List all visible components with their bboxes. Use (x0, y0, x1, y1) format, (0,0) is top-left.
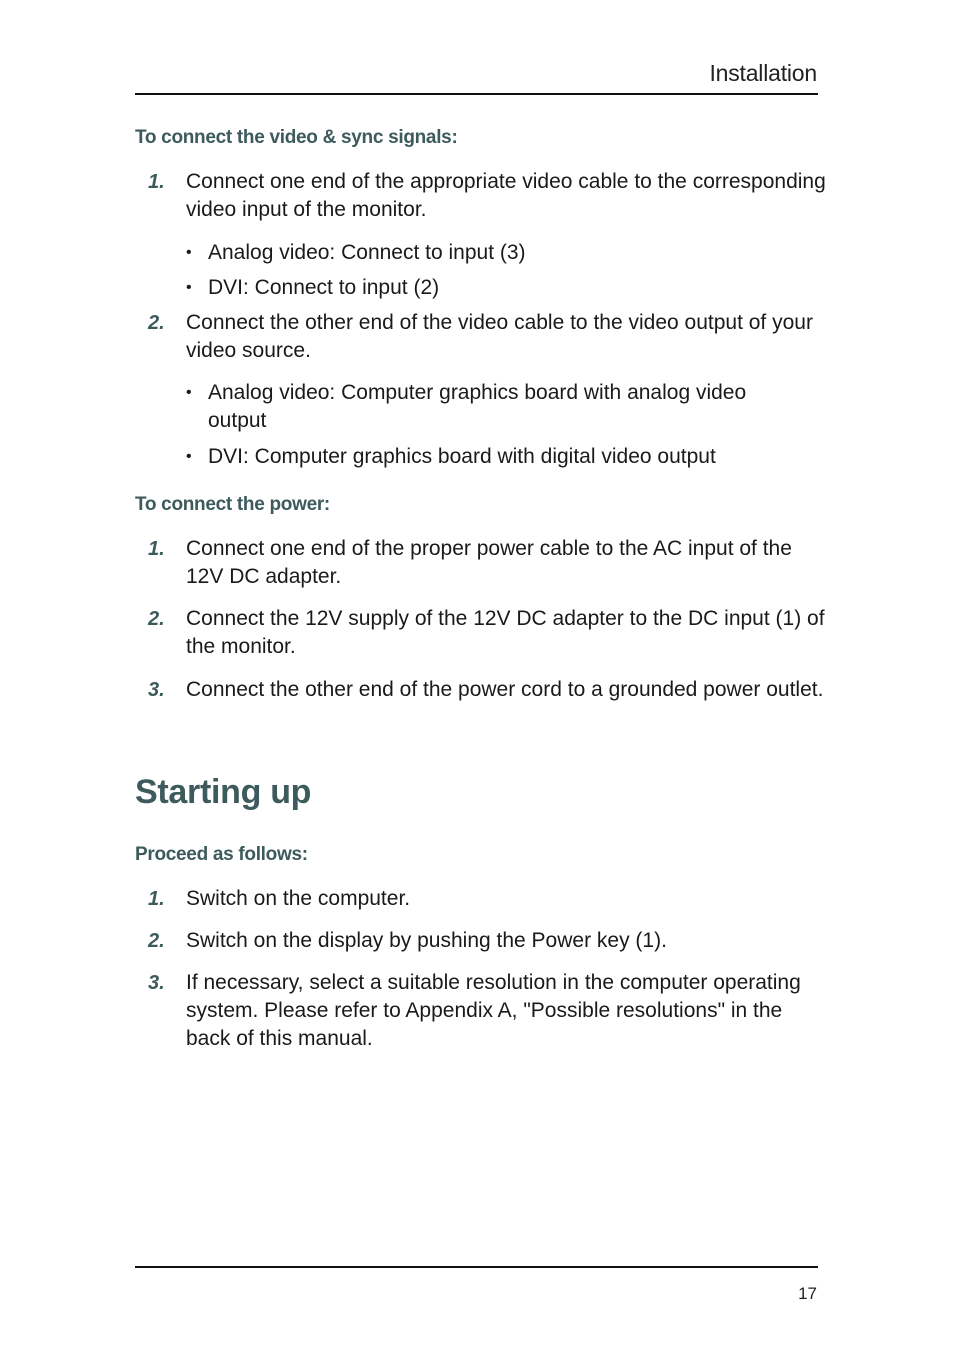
bullet-icon: • (186, 384, 192, 401)
video-section-heading: To connect the video & sync signals: (135, 127, 458, 148)
step-text: If necessary, select a suitable resolution in the computer operating system. Please refer to Appendix A, "Possible resolutions" in the back of this manual. (186, 971, 801, 1050)
power-section-heading: To connect the power: (135, 494, 330, 515)
step-number: 1. (148, 538, 165, 560)
bullet-icon: • (186, 448, 192, 465)
step-number: 2. (148, 930, 165, 952)
step-text: Connect the 12V supply of the 12V DC adapter to the DC input (1) of the monitor. (186, 607, 825, 658)
bullet-text: DVI: Connect to input (2) (208, 276, 440, 299)
bullet-text: DVI: Computer graphics board with digital video output (208, 445, 716, 468)
step-text: Connect one end of the appropriate video cable to the corresponding video input of the monitor. (186, 170, 826, 221)
running-header-title: Installation (709, 60, 817, 86)
header-rule (135, 93, 818, 95)
starting-up-title: Starting up (135, 773, 312, 811)
step-number: 2. (148, 312, 165, 334)
step-text: Connect one end of the proper power cable to the AC input of the 12V DC adapter. (186, 537, 792, 588)
footer-rule (135, 1266, 818, 1268)
step-number: 2. (148, 608, 165, 630)
bullet-text: Analog video: Connect to input (3) (208, 241, 526, 264)
bullet-icon: • (186, 279, 192, 296)
page-number: 17 (798, 1284, 817, 1303)
step-number: 1. (148, 888, 165, 910)
proceed-subheading: Proceed as follows: (135, 844, 308, 865)
step-text: Switch on the computer. (186, 887, 411, 910)
step-number: 3. (148, 679, 165, 701)
step-text: Switch on the display by pushing the Power key (1). (186, 929, 667, 952)
bullet-icon: • (186, 244, 192, 261)
step-number: 1. (148, 171, 165, 193)
step-text: Connect the other end of the video cable to the video output of your video source. (186, 311, 813, 362)
bullet-text: Analog video: Computer graphics board with analog video output (208, 381, 747, 432)
step-number: 3. (148, 972, 165, 994)
step-text: Connect the other end of the power cord to a grounded power outlet. (186, 678, 824, 701)
